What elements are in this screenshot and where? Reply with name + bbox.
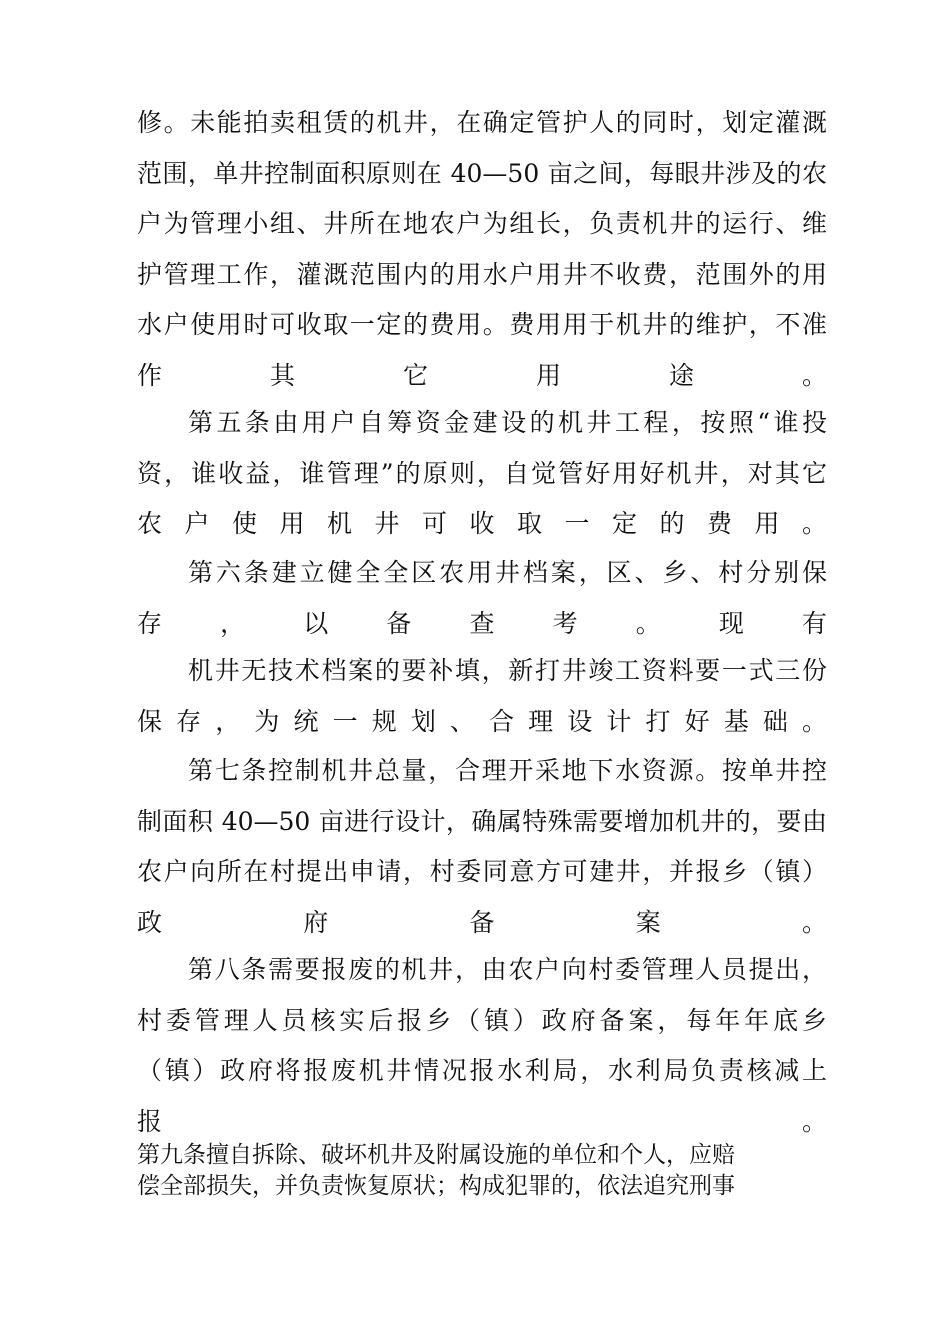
text-line: 范围，单井控制面积原则在 40—50 亩之间，每眼井涉及的农 [137,158,827,188]
paragraph-3 [137,548,827,649]
text-line: 存，以备查考。现有 [137,608,827,638]
text-line: 机井无技术档案的要补填，新打井竣工资料要一式三份 [188,656,827,685]
text-line: 第八条需要报废的机井，由农户向村委管理人员提出， [188,955,827,984]
text-line: 资，谁收益，谁管理”的原则，自觉管好用好机井，对其它 [137,458,827,488]
paragraph-5 [137,746,827,948]
paragraph-4 [137,646,827,747]
paragraph-7 [137,1140,827,1202]
text-line: 保存，为统一规划、合理设计打好基础。 [137,706,827,736]
text-line: 第九条擅自拆除、破坏机井及附属设施的单位和个人，应赔 [137,1142,735,1168]
text-line: 农户使用机井可收取一定的费用。 [137,509,827,538]
paragraph-1 [137,98,827,401]
text-line: 报。 [137,1106,827,1136]
text-line: 村委管理人员核实后报乡（镇）政府备案，每年年底乡 [137,1005,827,1035]
text-line: 第七条控制机井总量，合理开采地下水资源。按单井控 [188,756,827,785]
text-line: 户为管理小组、井所在地农户为组长，负责机井的运行、维 [137,209,827,238]
paragraph-2 [137,398,827,550]
text-line: 政府备案。 [137,907,827,937]
text-line: 农户向所在村提出申请，村委同意方可建井，并报乡（镇） [137,857,827,886]
text-line: 第五条由用户自筹资金建设的机井工程，按照“谁投 [188,408,827,437]
text-line: 水户使用时可收取一定的费用。费用用于机井的维护，不准 [137,310,827,339]
text-line: 偿全部损失，并负责恢复原状；构成犯罪的，依法追究刑事 [137,1173,735,1199]
text-line: 修。未能拍卖租赁的机井，在确定管护人的同时，划定灌溉 [137,108,827,137]
text-line: 第六条建立健全全区农用井档案，区、乡、村分别保 [188,558,827,587]
paragraph-6 [137,945,827,1147]
text-line: 护管理工作，灌溉范围内的用水户用井不收费，范围外的用 [137,259,827,289]
text-line: （镇）政府将报废机井情况报水利局，水利局负责核减上 [137,1056,827,1085]
text-line: 制面积 40—50 亩进行设计，确属特殊需要增加机井的，要由 [137,806,827,836]
text-line: 作其它用途。 [137,360,827,390]
